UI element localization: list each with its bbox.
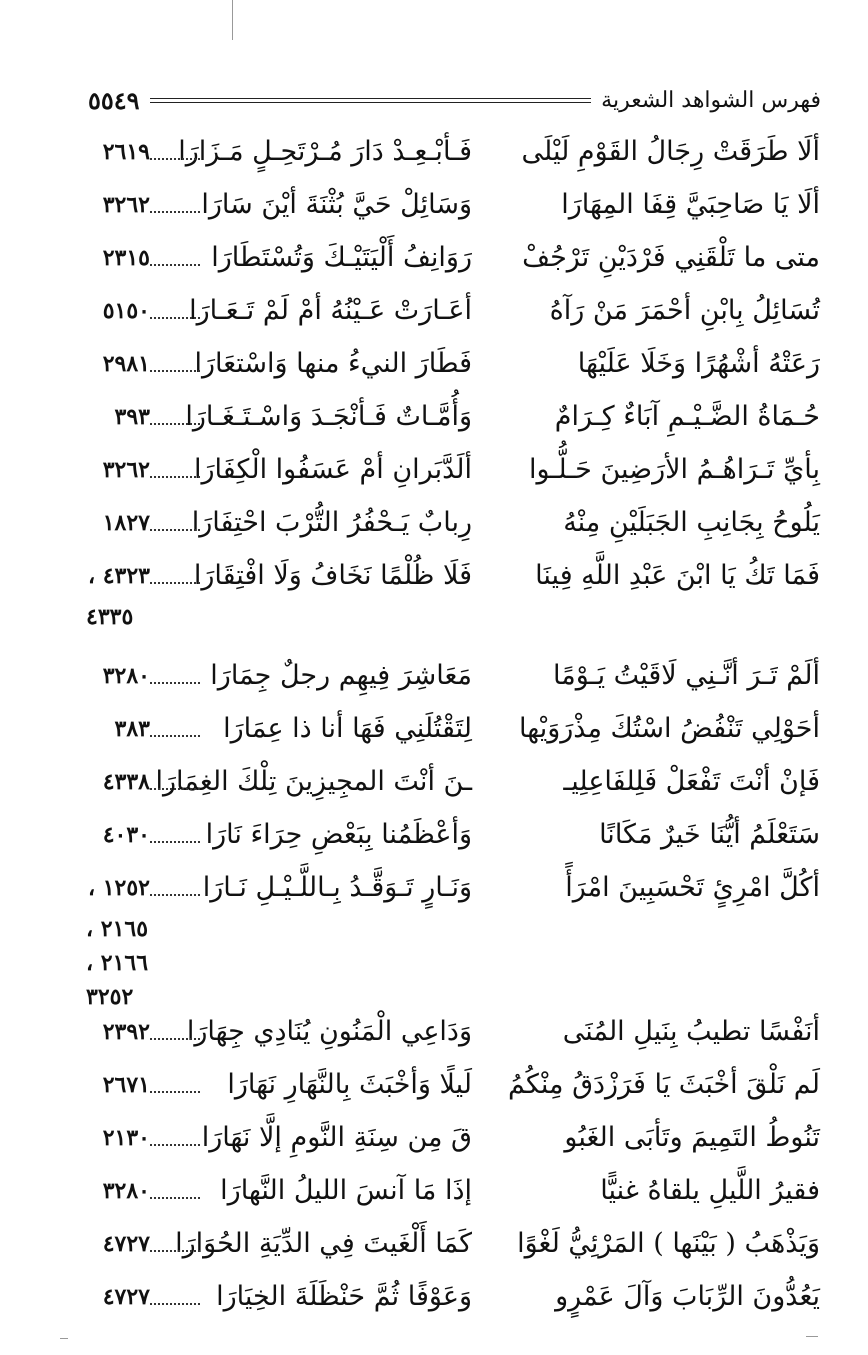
leader-dots xyxy=(150,1197,200,1199)
verse-row xyxy=(0,128,868,176)
verse-second-hemistich: فَلَا ظُلْمًا نَخَافُ وَلَا افْتِقَارَا xyxy=(193,560,472,591)
leader-dots xyxy=(150,158,200,160)
verse-first-hemistich: سَتَعْلَمُ أيُّنَا خَيرٌ مَكَانًا xyxy=(599,819,820,850)
reference-number: ٣٢٨٠ xyxy=(102,1178,150,1204)
header-rule xyxy=(150,98,592,103)
verse-row xyxy=(0,758,868,806)
verse-second-hemistich: وَعَوْفًا ثُمَّ حَنْظَلَةَ الخِيَارَا xyxy=(216,1281,472,1312)
verse-second-hemistich: مَعَاشِرَ فِيهِم رجلٌ جِمَارَا xyxy=(210,660,472,691)
verse-row xyxy=(0,1114,868,1162)
verse-second-hemistich: كَمَا أَلْغَيتَ فِي الدِّيَةِ الحُوَارَا xyxy=(175,1228,472,1259)
leader-dots xyxy=(150,841,200,843)
reference-number: ٤٠٣٠ xyxy=(102,822,150,848)
reference-number-continued: ٤٣٣٥ xyxy=(86,604,134,630)
reference-number: ٢٦١٩ xyxy=(102,139,150,165)
reference-number: ٢٩٨١ xyxy=(102,351,150,377)
verse-row xyxy=(0,234,868,282)
verse-second-hemistich: قَ مِن سِنَةِ النَّومِ إلَّا نَهَارَا xyxy=(201,1122,472,1153)
verse-first-hemistich: يَلُوحُ بِجَانِبِ الجَبَلَيْنِ مِنْهُ xyxy=(563,507,820,538)
leader-dots xyxy=(150,1144,200,1146)
reference-number: ٤٣٢٣ ، xyxy=(87,563,150,589)
verse-row xyxy=(0,446,868,494)
verse-second-hemistich: رِبابٌ يَـحْفُرُ التُّرْبَ احْتِفَارَا xyxy=(191,507,472,538)
verse-second-hemistich: أعَـارَتْ عَـيْنُهُ أمْ لَمْ تَـعَـارَا xyxy=(189,295,472,326)
verse-second-hemistich: إذَا مَا آنسَ الليلُ النَّهارَا xyxy=(220,1175,472,1206)
verse-second-hemistich: فَـأبْـعِـدْ دَارَ مُـرْتَحِـلٍ مَـزَارَا xyxy=(178,136,472,167)
reference-number: ٤٧٢٧ xyxy=(102,1284,150,1310)
reference-number: ٣٢٦٢ xyxy=(102,192,150,218)
reference-number: ٣٢٨٠ xyxy=(102,663,150,689)
verse-first-hemistich: وَيَذْهَبُ ( بَيْنَها ) المَرْئِيُّ لَغْوًا xyxy=(517,1228,820,1259)
leader-dots xyxy=(150,682,200,684)
verse-second-hemistich: ألَدَّبَرانِ أمْ عَسَفُوا الْكِفَارَا xyxy=(194,454,472,485)
verse-second-hemistich: لَيلًا وَأخْبَثَ بِالنَّهَارِ نَهَارَا xyxy=(227,1069,472,1100)
leader-dots xyxy=(150,370,200,372)
verse-first-hemistich: تُسَائِلُ بِابْنِ أحْمَرَ مَنْ رَآهُ xyxy=(549,295,820,326)
verse-second-hemistich: وَأُمَّـاتٌ فَـأنْجَـدَ وَاسْـتَـغَـارَا xyxy=(185,401,472,432)
verse-row xyxy=(0,340,868,388)
page-number: ٥٥٤٩ xyxy=(88,85,140,115)
leader-dots xyxy=(150,788,200,790)
page-header xyxy=(88,82,821,118)
margin-mark-top xyxy=(232,0,233,40)
verse-second-hemistich: وَنَـارٍ تَـوَقَّـدُ بِـاللَّـيْـلِ نَـارَا xyxy=(202,872,472,903)
leader-dots xyxy=(150,264,200,266)
verse-row xyxy=(0,1061,868,1109)
leader-dots xyxy=(150,423,200,425)
margin-mark-bottom-right xyxy=(806,1336,818,1337)
verse-row xyxy=(0,499,868,547)
leader-dots xyxy=(150,211,200,213)
verse-first-hemistich: حُـمَاةُ الضَّـيْـمِ آبَاءٌ كِـرَامٌ xyxy=(554,401,820,432)
leader-dots xyxy=(150,476,200,478)
verse-first-hemistich: رَعَتْهُ أشْهُرًا وَخَلَا عَلَيْهَا xyxy=(577,348,820,379)
reference-number: ٤٧٢٧ xyxy=(102,1231,150,1257)
reference-number: ٤٣٣٨ xyxy=(102,769,150,795)
verse-row xyxy=(0,287,868,335)
verse-first-hemistich: يَعُدُّونَ الرِّبَابَ وَآلَ عَمْرٍو xyxy=(555,1281,820,1312)
verse-row xyxy=(0,705,868,753)
verse-row xyxy=(0,1220,868,1268)
margin-mark-bottom-left xyxy=(60,1338,68,1339)
verse-row xyxy=(0,552,868,630)
verse-row xyxy=(0,1167,868,1215)
verse-first-hemistich: متى ما تَلْقَنِي فَرْدَيْنِ تَرْجُفْ xyxy=(522,242,820,273)
reference-number: ٣٢٦٢ xyxy=(102,457,150,483)
reference-number: ٢٣١٥ xyxy=(102,245,150,271)
verse-first-hemistich: ألَا يَا صَاحِبَيَّ قِفَا المِهَارَا xyxy=(561,189,820,220)
verse-first-hemistich: بِأيِّ تَـرَاهُـمُ الأرَضِينَ حَـلُّـوا xyxy=(528,454,820,485)
leader-dots xyxy=(150,317,200,319)
verse-first-hemistich: ألَمْ تَـرَ أنَّـنِي لَاقَيْتُ يَـوْمًا xyxy=(553,660,820,691)
verse-second-hemistich: فَطَارَ النيءُ منها وَاسْتعَارَا xyxy=(194,348,472,379)
leader-dots xyxy=(150,529,200,531)
verse-first-hemistich: أحَوْلِي تَنْفُضُ اسْتُكَ مِذْرَوَيْها xyxy=(519,713,820,744)
verse-row xyxy=(0,652,868,700)
leader-dots xyxy=(150,1303,200,1305)
verse-second-hemistich: لِتَقْتُلَنِي فَهَا أنا ذا عِمَارَا xyxy=(223,713,472,744)
verse-row xyxy=(0,181,868,229)
reference-number-continued: ٣٢٥٢ xyxy=(86,984,134,1010)
reference-number: ٢١٣٠ xyxy=(102,1125,150,1151)
reference-number-continued: ٢١٦٦ ، xyxy=(86,950,149,976)
verse-second-hemistich: ـنَ أنْتَ المجِيزِينَ تِلْكَ الغِمَارَا xyxy=(155,766,472,797)
page-title: فهرس الشواهد الشعرية xyxy=(601,87,821,113)
leader-dots xyxy=(150,1091,200,1093)
verse-first-hemistich: تَنُوطُ التَمِيمَ وتَأبَى الغَبُو xyxy=(564,1122,820,1153)
leader-dots xyxy=(150,1250,200,1252)
verse-second-hemistich: وَدَاعِي الْمَنُونِ يُنَادِي جِهَارَا xyxy=(186,1016,472,1047)
verse-second-hemistich: رَوَانِفُ أَلْيَتَيْـكَ وَتُسْتَطَارَا xyxy=(211,242,472,273)
reference-number: ١٨٢٧ xyxy=(102,510,150,536)
verse-row xyxy=(0,1008,868,1056)
leader-dots xyxy=(150,1038,200,1040)
reference-number: ٢٦٧١ xyxy=(102,1072,150,1098)
verse-row xyxy=(0,864,868,1010)
verse-first-hemistich: لَم نَلْقَ أخْبَثَ يَا فَرَزْدَقُ مِنْكُمُ xyxy=(508,1069,820,1100)
reference-number: ٥١٥٠ xyxy=(102,298,150,324)
verse-first-hemistich: أنَفْسًا تطيبُ بِنَيلِ المُنَى xyxy=(562,1016,820,1047)
reference-number: ٣٩٣ xyxy=(114,404,150,430)
verse-row xyxy=(0,393,868,441)
verse-first-hemistich: فَمَا تَكُ يَا ابْنَ عَبْدِ اللَّهِ فِينَا xyxy=(535,560,820,591)
leader-dots xyxy=(150,894,200,896)
reference-number-continued: ٢١٦٥ ، xyxy=(86,916,149,942)
verse-row xyxy=(0,1273,868,1321)
reference-number: ٢٣٩٢ xyxy=(102,1019,150,1045)
leader-dots xyxy=(150,582,200,584)
reference-number: ٣٨٣ xyxy=(114,716,150,742)
verse-row xyxy=(0,811,868,859)
verse-first-hemistich: أكُلَّ امْرِئٍ تَحْسَبِينَ امْرَأً xyxy=(565,872,820,903)
verse-first-hemistich: فقيرُ اللَّيلِ يلقاهُ غنيًّا xyxy=(600,1175,820,1206)
verse-second-hemistich: وَسَائِلْ حَيَّ بُثْنَةَ أيْنَ سَارَا xyxy=(201,189,472,220)
leader-dots xyxy=(150,735,200,737)
verse-second-hemistich: وَأعْظَمُنا بِبَعْضِ حِرَاءَ نَارَا xyxy=(205,819,472,850)
reference-number: ١٢٥٢ ، xyxy=(87,875,150,901)
verse-first-hemistich: ألَا طَرَقَتْ رِجَالُ القَوْمِ لَيْلَى xyxy=(521,136,820,167)
verse-first-hemistich: فَإنْ أنْتَ تَفْعَلْ فَلِلفَاعِلِيـ xyxy=(563,766,820,797)
